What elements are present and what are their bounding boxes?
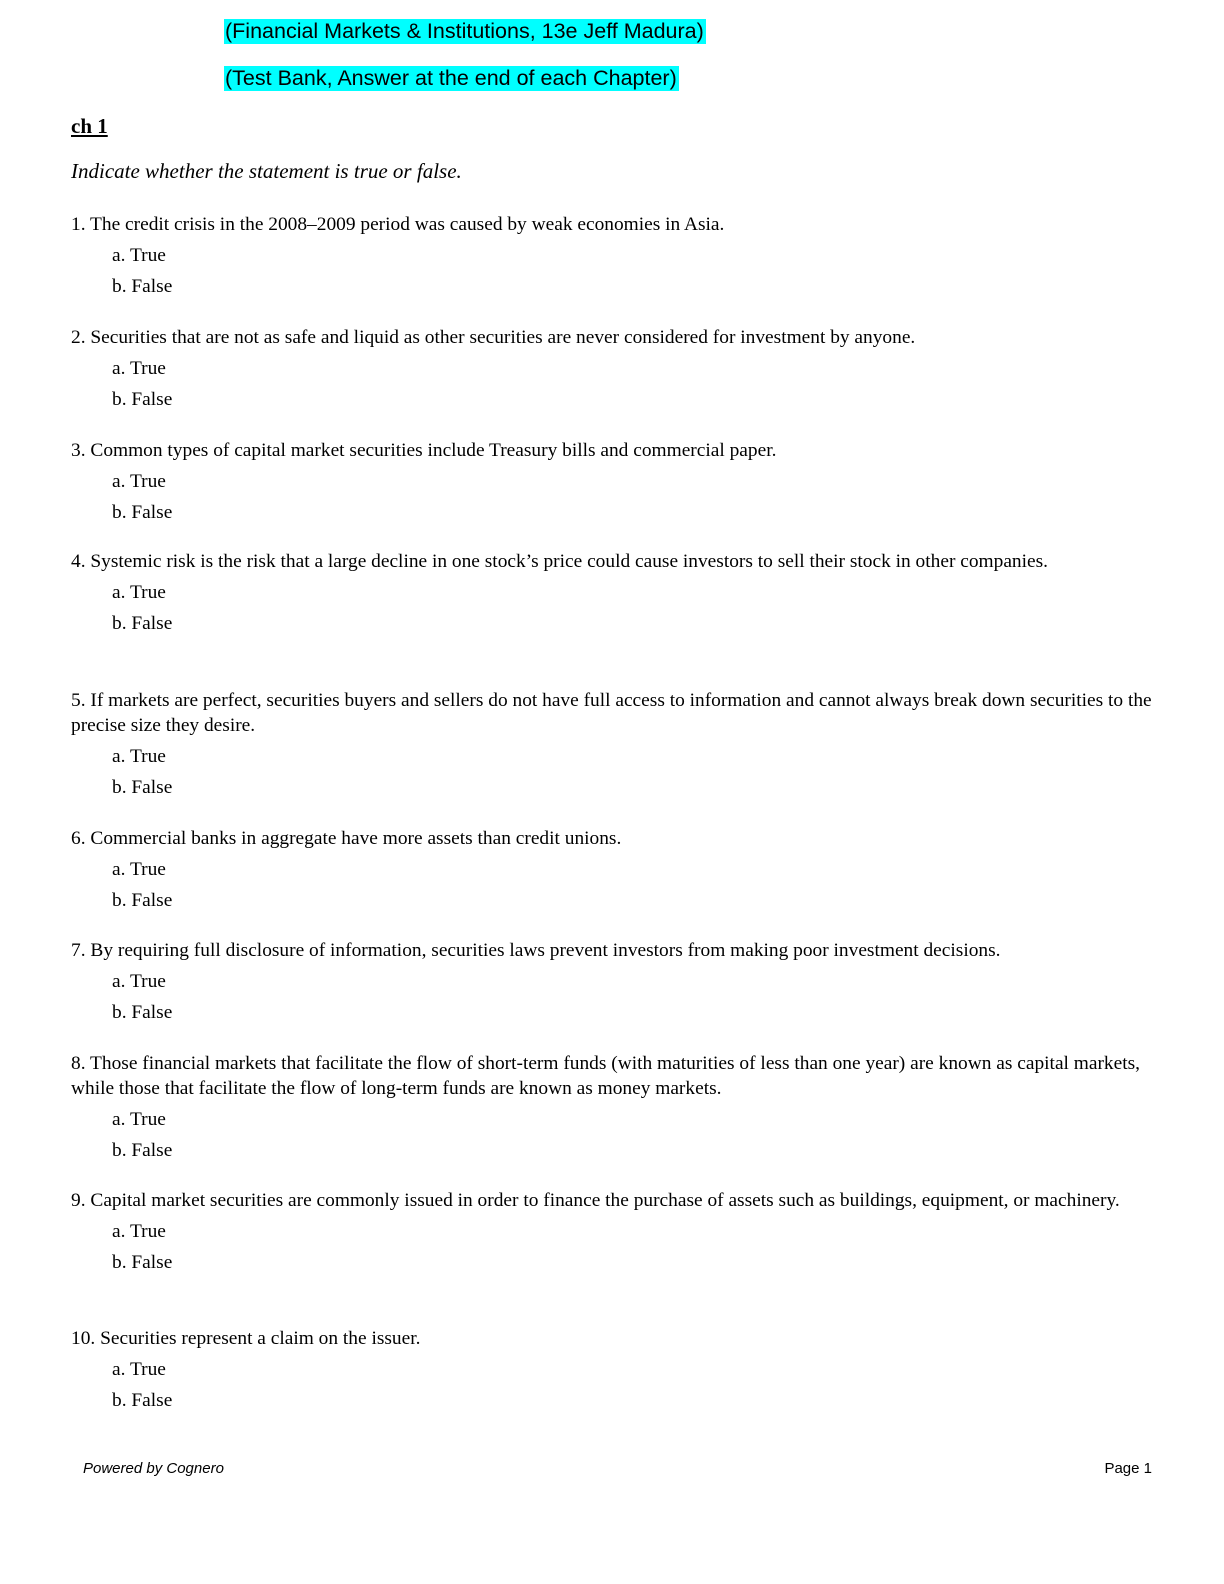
option-false: b. False xyxy=(112,1140,173,1161)
option-false: b. False xyxy=(112,1002,173,1023)
question-text: 8. Those financial markets that facilitate the flow of short-term funds (with maturities of less than one year) are known as capital markets, while those that facilitate the flow of long-term funds are known as money markets. xyxy=(71,1053,1141,1099)
question-text: 3. Common types of capital market securities include Treasury bills and commercial paper. xyxy=(71,440,777,461)
footer-page-number: Page 1 xyxy=(1104,1460,1152,1477)
question-2 xyxy=(71,325,1161,415)
option-true: a. True xyxy=(112,859,166,880)
question-5 xyxy=(71,688,1161,803)
option-false: b. False xyxy=(112,276,173,297)
option-true: a. True xyxy=(112,358,166,379)
option-false: b. False xyxy=(112,389,173,410)
option-true: a. True xyxy=(112,471,166,492)
option-true: a. True xyxy=(112,1109,166,1130)
option-true: a. True xyxy=(112,1359,166,1380)
instruction-text: Indicate whether the statement is true or false. xyxy=(71,159,462,183)
question-7 xyxy=(71,938,1161,1028)
question-text: 9. Capital market securities are commonly issued in order to finance the purchase of assets such as buildings, equipment, or machinery. xyxy=(71,1190,1120,1211)
option-true: a. True xyxy=(112,746,166,767)
option-true: a. True xyxy=(112,582,166,603)
option-false: b. False xyxy=(112,1390,173,1411)
option-true: a. True xyxy=(112,245,166,266)
question-4 xyxy=(71,549,1161,639)
question-3 xyxy=(71,438,1161,528)
option-true: a. True xyxy=(112,971,166,992)
question-6 xyxy=(71,826,1161,916)
footer-powered-by: Powered by Cognero xyxy=(83,1460,224,1477)
option-false: b. False xyxy=(112,1252,173,1273)
option-false: b. False xyxy=(112,502,173,523)
document-title: (Financial Markets & Institutions, 13e Jeff Madura) xyxy=(225,19,704,43)
question-text: 6. Commercial banks in aggregate have more assets than credit unions. xyxy=(71,828,622,849)
chapter-heading: ch 1 xyxy=(71,114,108,138)
option-false: b. False xyxy=(112,890,173,911)
option-false: b. False xyxy=(112,777,173,798)
question-10 xyxy=(71,1326,1161,1416)
question-text: 10. Securities represent a claim on the issuer. xyxy=(71,1328,421,1349)
question-text: 2. Securities that are not as safe and liquid as other securities are never considered for investment by anyone. xyxy=(71,327,916,348)
option-false: b. False xyxy=(112,613,173,634)
question-text: 1. The credit crisis in the 2008–2009 period was caused by weak economies in Asia. xyxy=(71,214,725,235)
question-text: 7. By requiring full disclosure of information, securities laws prevent investors from making poor investment decisions. xyxy=(71,940,1001,961)
question-text: 4. Systemic risk is the risk that a large decline in one stock’s price could cause investors to sell their stock in other companies. xyxy=(71,551,1049,572)
option-true: a. True xyxy=(112,1221,166,1242)
question-8 xyxy=(71,1051,1161,1166)
question-9 xyxy=(71,1188,1161,1278)
question-text: 5. If markets are perfect, securities buyers and sellers do not have full access to information and cannot always break down securities to the precise size they desire. xyxy=(71,690,1152,736)
document-subtitle: (Test Bank, Answer at the end of each Chapter) xyxy=(225,66,677,90)
question-1 xyxy=(71,212,1161,302)
